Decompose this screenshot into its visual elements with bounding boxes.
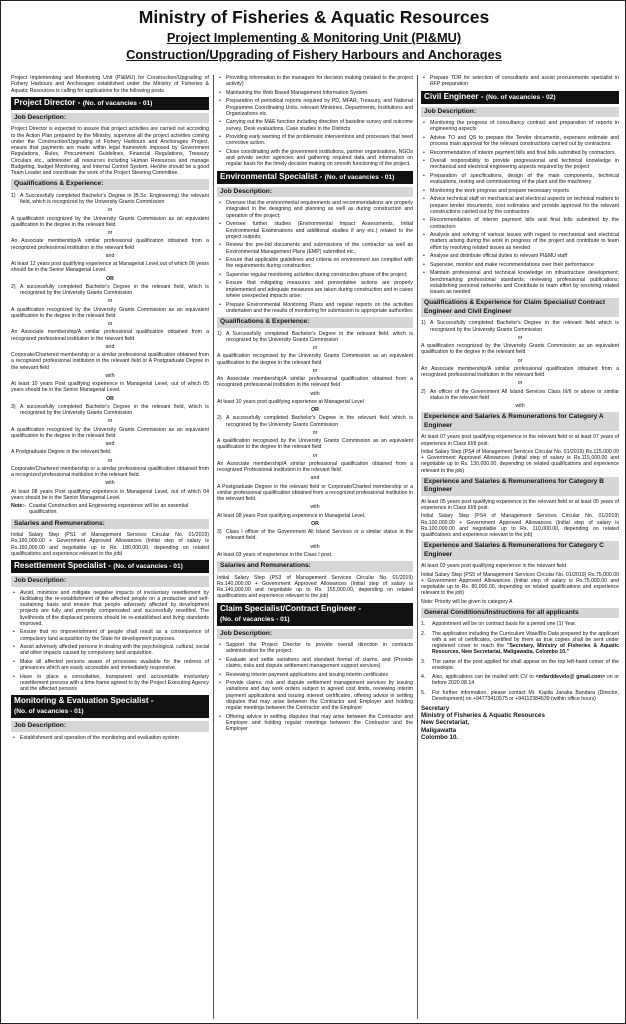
condition-text: Appointment will be on contract basis for a period one (1) Year. [432,621,577,628]
ministry-title: Ministry of Fisheries & Aquatic Resources [138,7,490,27]
es-salary: Initial Salary Step (PS3 of Management Services Circular No. 01/2019) Rs.140,000.00 + Government Approved Allowances (Initial step of salary is Rs.140,000.00 and negotiable up to Rs. 155,000.00, depending on related qualifications and experience relevant to the job) [217,574,413,600]
list-item: • Maintain professional and technical knowledge on infrastructure development; benchmarking professional standards; reviewing professional publications; establishing personal networks and Contribute to team effort by resolving related issues as needed [421,270,619,295]
vacancies-text: (No. of vacancies - 01) [220,615,290,623]
with-separator: with [105,372,115,379]
qual-text: A qualification recognized by the University Grants Commission as an equivalent qualification to the degree in the relevant field [421,343,619,356]
condition-3: 3. The name of the post applied for shall appear on the top left-hand corner of the envelope. [421,658,619,671]
list-item: • Advice technical staff on mechanical and electrical aspects on technical matters to prepare tender documents, cost estimates and provide approval for the relevant constructions carried out by the contractors [421,196,619,215]
list-item: • Providing early warning of the problematic interventions and processes that need corrective action. [217,134,413,147]
qual-text: A qualification recognized by the University Grants Commission as an equivalent qualification to the degree in the relevant field [217,353,413,366]
vacancies-text: (No. of vacancies - 02) [485,93,556,101]
column-divider [213,75,214,1019]
list-item: • Monitoring the progress of consultancy contract and preparation of reports in engineering aspects [421,120,619,133]
list-item: • Advise TO and QS to prepare the Tender documents, expenses estimate and process main approval for the relevant constructions carried out by contractors. [421,135,619,148]
qual-text: A Postgraduate Degree in the relevant field. [11,449,112,456]
with-separator: with [515,403,525,410]
address-line: New Secretariat, [421,719,470,727]
or-separator: or [107,321,113,327]
me-specialist-heading [11,695,209,718]
es-qual-3: 3) Class I officer of the Government All Island Services or a similar status in the relevant field. [217,529,413,542]
list-item: • Preparation of specifications, design of the main components, technical evaluations, testing and commissioning of the plant and the machinery [421,173,619,186]
with-separator: with [310,504,320,511]
list-item: • Ensure that mitigating measures and preventative actions are properly implemented and adequate measures are taken during construction and in cases where unexpected impacts arise; [217,280,413,299]
cs-duties-b [421,75,619,88]
qual-text: At least 10 years Post qualifying experience in Managerial Level, out of which 05 years should be in the Senior Managerial Level. [11,381,209,394]
qual-text: An Associate membership/A similar professional qualification obtained from a recognized professional institution in the relevant field [217,376,413,389]
heading-text: Project Director - [14,97,81,107]
or-separator: or [107,230,113,236]
and-separator: and [310,475,320,482]
qual-text: At least 08 years Post qualifying experience in Managerial Level, out of which 04 years should be in the Senior Managerial Level. [11,488,209,501]
qual-text: A qualification recognized by the University Grants Commission as an equivalent qualification to the degree in the relevant field [11,215,209,228]
list-item: • Provide claims, risk and dispute settlement management services by issuing variations and day work orders subject to agreed cost limits, reviewing interim payment applications and issuing interest certificates, offering advice in settling disputes that may arise between the Contractor and Employer and holding regular meetings between the Contractor and the Employer [217,680,413,711]
note-text: Coastal Construction and Engineering experience will be an essential qualification. [29,503,189,516]
list-item: • Make all affected persons aware of processes available for the redress of grievances which are easily accessible and immediately responsive. [11,659,209,672]
es-qual-1: 1) A Successfully completed Bachelor's Degree in the relevant field. which is recognized by the University Grants Commission [217,330,413,343]
resettlement-specialist-heading [11,560,209,573]
list-item: • Supervise, monitor and make recommendations over their performance [421,262,619,268]
qual-text: At least 03 years of experience in the Class I post. [217,551,333,558]
list-item: • Review the pre-bid documents and submissions of the contractor as well as Environmental Management Plans (EMP) submitted etc.; [217,242,413,255]
qc-qual-1: 1) A Successfully completed Bachelor's Degree in the relevant field which is recognized by the University Grants Commission [421,320,619,333]
list-item: • Close coordinating with the government institutions, partner organisations, NGOs and private sector agencies and gathering required data and information on regular basis for the timely decision making on smooth functioning of the project. [217,149,413,168]
category-c-salary: Initial Salary Step (PS5 of Management Services Circular No. 01/2019) Rs.75,000.00 + Government Approved Allowances (Initial step of salary is Rs.75,000.00 and negotiable up to Rs. 80,000.00, depending on related qualifications and experience relevant to the job) [421,571,619,597]
pd-qual-1: 1) A Successfully completed Bachelor's Degree in (B.Sc. Engineering) the relevant field, which is recognized by the University Grants Commission [11,192,209,205]
list-item: • Avoid, minimize and mitigate negative impacts of involuntary resettlement by facilitating the re-establishment of the affected people on a productive and self-sustaining basis and ensure that people adversely affected by development projects are fully and promptly compensated and successfully resettled. The livelihoods of the displaced persons should be re-established and living standards improved. [11,590,209,628]
qual-text: A Successfully completed Bachelor's Degree in the relevant field which is recognized by the University Grants Commission [430,320,619,333]
pd-note [11,503,209,516]
address-line: Colombo 10. [421,733,459,741]
qual-text: Class I officer of the Government All Island Services or a similar status in the relevant field. [226,529,413,542]
salaries-heading: Salaries and Remunerations: [11,519,209,530]
list-item: • Analysis and solving of various issues with regard to mechanical and electrical matters arising during the work in progress of the project and contribute to team effort by resolving related issues as needed [421,232,619,251]
qual-text: An Associate membership/A similar professional qualification obtained from a recognized professional institution in the relevant field [421,365,619,379]
qual-text: A qualification recognized by the University Grants Commission as an equivalent qualification to the degree in the relevant field [11,426,209,439]
list-item: • Analyse and distribute official duties to relevant PI&MU staff [421,253,619,259]
qual-text: Corporate/Chartered membership or a similar professional qualification obtained from a recognized professional institution in the relevant field or A Postgraduate Degree in the relevant field [11,352,209,371]
with-separator: with [105,480,115,487]
heading-text: Monitoring & Evaluation Specialist - [14,696,154,706]
qual-text: A successfully completed Bachelor's Degree in the relevant field, which is recognized by the University Grants Commission [20,403,209,416]
list-item: • Ensure that applicable guidelines and criteria on environment are complied with the requirements during construction; [217,257,413,270]
heading-text: Civil Engineer - [424,91,484,101]
priority-note: Note: Priority will be given to category A [421,598,513,605]
or-separator: OR [106,395,114,402]
list-item: • Maintaining the Web Based Management Information System. [217,90,413,96]
job-description-heading: Job Description: [421,107,619,118]
condition-text: For further information, please contact Mr. Kapila Janaka Bandara (Director, Development) on +94773410575 or +94112384639 (within office hours) [432,689,619,702]
qual-text: An Associate membership/A similar professional qualification obtained from a recognized professional institution in the relevant field [11,329,209,342]
list-item: • Oversee further studies (Environmental Impact Assessments, Initial Environmental Examinations and additional studies if any etc.) related to the project outputs; [217,221,413,240]
qual-text: An Associate membership/A similar professional qualification obtained from a recognized Professional institution in the relevant field [217,460,413,474]
condition-5: 5. For further information, please contact Mr. Kapila Janaka Bandara (Director, Development) on +94773410575 or +94112384639 (within office hours) [421,689,619,702]
me-duties-a [11,735,209,741]
list-item: • Providing information to the managers for decision making (related to the project activity) [217,75,413,88]
or-separator: or [517,380,523,387]
job-description-heading: Job Description: [217,629,413,640]
claim-civil-qualifications-heading: Qualifications & Experience for Claim Specialist/ Contract Engineer and Civil Engineer [421,298,619,317]
vacancies-text: (No. of vacancies - 01) [324,173,395,181]
qual-text: An officer of the Government All Island Services Class III/II or above or similar status in the relevant field [430,388,619,401]
column-2 [217,75,413,1019]
list-item: • Recommendation of interim payment bills and final bills submitted by contractors. [421,150,619,156]
note-label: Note:- [11,503,26,509]
condition-4: 4. Also, applications can be mailed with CV to <mfarddevelo@ gmail.com> on or before 2020.08.14 [421,674,619,687]
list-item: • Preparation of periodical reports required by PD, MFAR, Treasury, and National Programme Coordinating Units, relevant Ministries, Departments, Institutions and Organizations etc. [217,98,413,117]
qual-text: A Successfully completed Bachelor's Degree in the relevant field. which is recognized by the University Grants Commission [226,330,413,343]
vacancies-text: (No. of vacancies - 01) [113,563,183,570]
category-b-heading: Experience and Salaries & Remunerations for Category B Engineer [421,477,619,496]
environmental-specialist-heading [217,171,413,184]
or-separator: OR [311,520,319,527]
vacancies-text: (No. of vacancies - 01) [82,99,153,107]
me-duties-b [217,75,413,168]
list-item: • Establishment and operation of the monitoring and evaluation system [11,735,209,741]
cs-duties-a [217,642,413,732]
qual-text: A Successfully completed Bachelor's Degree in (B.Sc. Engineering) the relevant field, which is recognized by the University Grants Commission [20,192,209,205]
condition-text: The application including the Curriculum Vitae/Bio Data prepared by the applicant with a set of certificates, certified by them as true copies shall be sent under registered cover to reach the [432,630,619,650]
list-item: • Evaluate and settle variations and standard format of claims, and (Provide claims, risks and dispute settlement management support services) [217,657,413,670]
category-a-experience: At least 07 years post qualifying experience in the relevant field or at least 07 years of experience in Class III/II post. [421,434,619,447]
project-title: Construction/Upgrading of Fishery Harbours and Anchorages [126,47,502,62]
claim-specialist-heading [217,603,413,626]
condition-text: Also, applications can be mailed with CV to [432,674,534,681]
list-item: • Ensure that no impoverishment of people shall result as a consequence of compulsory land acquisition by the State for development purposes. [11,629,209,642]
list-item: • Reviewing interim payment applications and issuing interim certificates [217,672,413,678]
column-3 [421,75,619,1019]
qual-text: A successfully completed Bachelor's Degree in the relevant field, which is recognized by the University Grants Commission [20,283,209,296]
and-separator: and [105,343,115,350]
condition-1: 1. Appointment will be on contract basis for a period one (1) Year. [421,621,577,628]
qual-text: An Associate membership/A similar professional qualification obtained from a recognized professional institution in the relevant field [11,238,209,251]
list-item: • Carrying out the M&E function including direction of baseline survey and outcome survey, Desk evaluations, Case studies in the Districts [217,119,413,132]
es-duties [217,200,413,314]
list-item: • Offering advice in settling disputes that may arise between the Contractor and Employer and holding regular meetings between the Contractor and the Employer [217,714,413,733]
ce-duties [421,120,619,295]
or-separator: OR [106,275,114,282]
qual-text: At least 10 years post qualifying experience at Managerial Level [217,398,364,405]
and-separator: and [105,441,115,447]
salaries-heading: Salaries and Remunerations: [217,561,413,572]
list-item: • Prepare TOR for selection of consultants and assist procurements specialist in RFP preparation [421,75,619,88]
list-item: • Prepare Environmental Monitoring Plans and regular reports on the activities undertaken and the results of monitoring for submission to appropriate authorities [217,302,413,315]
list-item: • Recommendation of interim payment bills and final bills submitted by the contractors [421,217,619,230]
unit-title: Project Implementing & Monitoring Unit (PI&MU) [166,30,462,45]
vacancies-text: (No. of vacancies - 01) [14,708,84,716]
qual-text: At least 08 years Post qualifying experience in Managerial Level. [217,512,366,519]
and-separator: and [105,252,115,259]
job-description-heading: Job Description: [11,576,209,587]
column-1 [11,75,209,1019]
condition-text: The name of the post applied for shall appear on the top left-hand corner of the envelope. [432,658,619,671]
or-separator: or [517,357,523,364]
condition-text: on or before 2020.08.14 [432,674,619,687]
or-separator: or [107,207,113,214]
condition-2: 2. The application including the Curriculum Vitae/Bio Data prepared by the applicant with a set of certificates, certified by them as true copies shall be sent under registered cover to reach the "Secretary, Ministry of Fisheries & Aquatic Resources, New Secretariat, Maligawatta, Colombo 10." [421,630,619,656]
or-separator: or [107,298,113,305]
pd-salary: Initial Salary Step (PS1 of Management Services Circular No. 01/2019) Rs.160,000.00 + Government Approved Allowances (Initial step of salary is Rs.160,000.00 and negotiable up to Rs. 180,000.00, depending on related qualifications and experience relevant to the job) [11,532,209,557]
qual-text: At least 12 years post qualifying experience at Managerial Level,out of which 06 years should be in the Senior Managerial Level. [11,261,209,274]
job-description-heading: Job Description: [217,187,413,198]
job-description-heading: Job Description: [11,113,209,124]
category-b-salary: Initial Salary Step (PS4 of Management Services Circular No. 01/2019) Rs.100,000.00 + Government Approved Allowances (Initial step of salary is Rs.100,000.00 and negotiable up to Rs. 110,000.00, depending on related qualifications and experience relevant to the job) [421,513,619,539]
or-separator: OR [311,407,319,414]
qual-text: A qualification recognized by the University Grants Commission as an equivalent qualification to the degree in the relevant field [11,306,209,319]
with-separator: with [310,390,320,397]
list-item: • Supervise regular monitoring activities during construction phase of the project; [217,272,413,278]
column-divider [417,75,418,1019]
qualifications-heading: Qualifications & Experience: [11,179,209,190]
category-a-heading: Experience and Salaries & Remunerations for Category A Engineer [421,412,619,431]
address-line: Maligawatta [421,726,457,734]
qual-text: Corporate/Chartered membership or a similar professional qualification obtained from a recognized professional institution in the relevant field. [11,465,209,478]
pd-qual-2: 2) A successfully completed Bachelor's Degree in the relevant field, which is recognized by the University Grants Commission [11,283,209,296]
or-separator: or [517,334,523,341]
header [1,7,626,63]
es-qual-2: 2) A successfully completed Bachelor's Degree in the relevant field which is recognized by the University Grants Commission [217,415,413,428]
rs-duties [11,590,209,693]
with-separator: with [310,543,320,550]
category-c-experience: At least 03 years post qualifying experience in the relevant field [421,563,567,570]
pd-description: Project Director is expected to assure that project activities are carried out according to the Action Plan prepared by the Ministry, supervise all the project activities coming under the Construction/Upgrading of Fishery Harbours and Anchorages Project, ensure that payments are made within legal framework imposed by Government Regulations, Rules, Procurement Guidelines, Financial Regulations, Treasury Circulars etc., administer all resources including Human Resources and manage Budgeting, budget Monitoring, and Internal Control System. He/she should be a good Team Leader and coordinate the work of the Project Steering Committee. [11,126,209,176]
list-item: • Oversee that the environmental requirements and recommendations are properly integrated in the designing and planning as well as during construction and operation of the project; [217,200,413,219]
list-item: • Have in place a consultative, transparent and accountable involuntary resettlement process with a time frame agreed to by the Project Executing Agency and the affected persons [11,674,209,693]
qual-text: A qualification recognized by the University Grants Commission as an equivalent qualification to the degree in the relevant field [217,438,413,451]
category-c-heading: Experience and Salaries & Remunerations for Category C Engineer [421,541,619,560]
qc-qual-2: 2) An officer of the Government All Island Services Class III/II or above or similar status in the relevant field [421,388,619,401]
heading-text: Resettlement Specialist - [14,561,111,570]
category-b-experience: At least 05 years post qualifying experience in the relevant field or at least 05 years of experience in Class III/II post. [421,498,619,512]
civil-engineer-heading [421,91,619,104]
intro-text: Project Implementing and Monitoring Unit (PI&MU) for Construction/Upgrading of Fishery Harbours and Anchorages established under the Ministry of Fisheries & Aquatic Resources is calling for applications for the following posts. [11,75,209,94]
qualifications-heading: Qualifications & Experience: [217,317,413,328]
or-separator: or [312,429,318,436]
heading-text: Claim Specialist/Contract Engineer - [220,603,362,613]
list-item: • Assist adversely affected persons in dealing with the psychological, cultural, social and other impacts caused by compulsory land acquisition. [11,644,209,657]
address-line: Ministry of Fisheries & Aquatic Resources [421,712,545,720]
or-separator: or [312,452,318,459]
condition-address: "Secretary, Ministry of Fisheries & Aquatic Resources, New Secretariat, Maligawatta, Colombo 10." [432,643,619,656]
address-line: Secretary [421,705,450,713]
list-item: • Support the Project Director to provide overall direction in contracts administration for the project. [217,642,413,655]
signature-address [421,705,619,741]
qual-text: A Postgraduate Degree in the relevant field or Corporate/Charted membership or a similar professional qualification obtained from a recognized professional institution in the relevant field. [217,483,413,503]
qual-text: A successfully completed Bachelor's Degree in the relevant field which is recognized by the University Grants Commission [226,415,413,428]
category-a-salary: Initial Salary Step (PS4 of Management Services Circular No. 01/2019) Rs.115,000.00 + Government Approved Allowances (Initial step of salary is Rs.115,000.00 and negotiable up to Rs. 130,000.00, depending on related qualifications and experience relevant to the job) [421,448,619,474]
general-conditions-heading: General Conditions/Instructions for all applicants [421,608,619,619]
email-link[interactable]: <mfarddevelo@ gmail.com> [535,674,605,681]
or-separator: or [312,367,318,374]
or-separator: or [107,418,113,425]
list-item: • Overall responsibility to provide progressional and technical knowledge in mechanical and electrical engineering aspects required by the project [421,158,619,171]
or-separator: or [107,457,113,464]
job-description-heading: Job Description: [11,721,209,732]
project-director-heading [11,97,209,110]
heading-text: Environmental Specialist - [220,171,323,181]
list-item: • Monitoring the work progress and prepare necessary reports [421,188,619,194]
or-separator: or [312,345,318,352]
pd-qual-3: 3) A successfully completed Bachelor's Degree in the relevant field, which is recognized by the University Grants Commission [11,403,209,416]
